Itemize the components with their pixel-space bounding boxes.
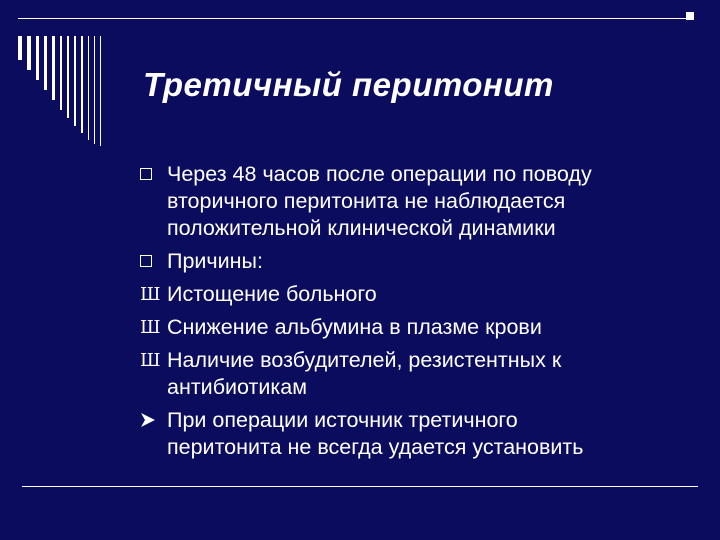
list-item-line: Причины: [167, 249, 263, 273]
sha-glyph-bullet-icon: Ш [140, 317, 161, 338]
list-item [22, 281, 702, 308]
hollow-square-bullet-icon [140, 161, 162, 188]
list-item-line: Через 48 часов после операции по поводу [167, 162, 592, 186]
list-item-line: вторичного перитонита не наблюдается [167, 189, 566, 213]
list-item-line: Наличие возбудителей, резистентных к [167, 348, 562, 372]
list-item [22, 347, 702, 401]
list-item-line: При операции источник третичного [167, 408, 518, 432]
list-item [22, 161, 702, 242]
decorative-bar [74, 36, 76, 126]
decorative-bar [60, 36, 62, 110]
hollow-square-bullet-icon [140, 248, 162, 275]
decorative-bar [81, 36, 83, 133]
decorative-bar [36, 36, 39, 80]
list-item-line: антибиотикам [167, 375, 307, 399]
decorative-bar [52, 36, 55, 100]
list-item-line: положительной клинической динамики [167, 216, 556, 240]
top-decorative-rule [18, 18, 694, 19]
decorative-bar [27, 36, 31, 70]
arrowhead-bullet-icon [140, 407, 162, 434]
decorative-bar [44, 36, 47, 90]
decorative-bar [67, 36, 69, 118]
list-item [22, 314, 702, 341]
bullet-list [22, 161, 702, 467]
sha-glyph-bullet-icon: Ш [140, 350, 161, 371]
decorative-vertical-bars [18, 36, 118, 146]
sha-glyph-bullet-icon: Ш [140, 284, 161, 305]
list-item-line: Снижение альбумина в плазме крови [167, 315, 542, 339]
decorative-bar [88, 36, 89, 140]
list-item-line: Истощение больного [167, 282, 377, 306]
slide-title: Третичный перитонит [143, 66, 554, 103]
decorative-bar [100, 36, 101, 146]
list-item [22, 407, 702, 461]
decorative-bar [94, 36, 95, 144]
list-item [22, 248, 702, 275]
bottom-decorative-rule [22, 486, 698, 487]
list-item-line: перитонита не всегда удается установить [167, 435, 584, 459]
top-rule-end-square [686, 12, 694, 20]
decorative-bar [18, 36, 22, 60]
